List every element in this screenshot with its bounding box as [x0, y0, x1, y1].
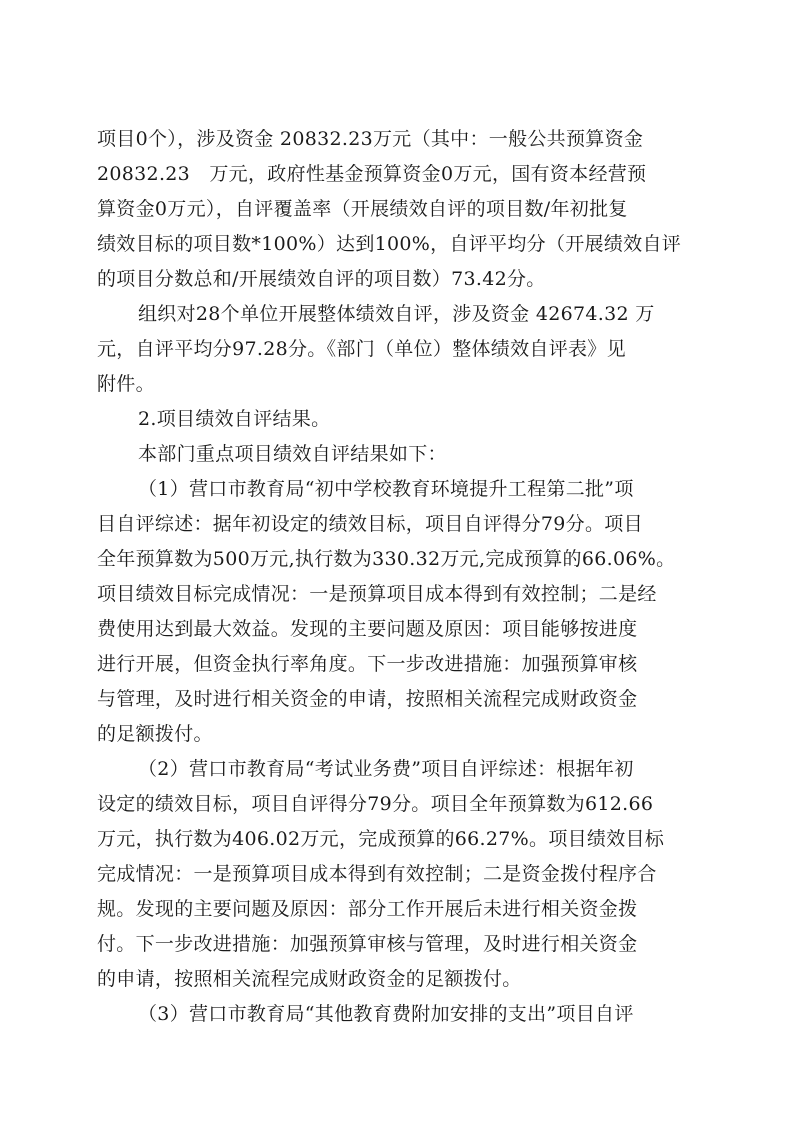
text-line: （3）营口市教育局“其他教育费附加安排的支出”项目自评 [138, 1003, 634, 1025]
text-line: 本部门重点项目绩效自评结果如下： [138, 443, 447, 465]
text-line: 完成情况：一是预算项目成本得到有效控制；二是资金拨付程序合 [97, 863, 657, 885]
text-line: 的项目分数总和/开展绩效自评的项目数）73.42分。 [97, 268, 546, 290]
text-line: 项目0个），涉及资金 20832.23万元（其中：一般公共预算资金 [97, 128, 644, 150]
text-line: 元，自评平均分97.28分。《部门（单位）整体绩效自评表》见 [97, 338, 626, 360]
text-line: 进行开展，但资金执行率角度。下一步改进措施：加强预算审核 [97, 653, 638, 675]
text-line: 项目绩效目标完成情况：一是预算项目成本得到有效控制；二是经 [97, 583, 657, 605]
text-line: 全年预算数为500万元,执行数为330.32万元,完成预算的66.06%。 [97, 548, 676, 570]
text-line: 规。发现的主要问题及原因：部分工作开展后未进行相关资金拨 [97, 898, 638, 920]
text-line: 的申请，按照相关流程完成财政资金的足额拨付。 [97, 968, 522, 990]
text-line: 与管理，及时进行相关资金的申请，按照相关流程完成财政资金 [97, 688, 638, 710]
text-line: （1）营口市教育局“初中学校教育环境提升工程第二批”项 [138, 478, 634, 500]
text-line: 绩效目标的项目数*100%）达到100%，自评平均分（开展绩效自评 [97, 233, 682, 255]
text-line: 的足额拨付。 [97, 723, 213, 745]
text-line: 组织对28个单位开展整体绩效自评，涉及资金 42674.32 万 [138, 303, 655, 325]
text-line: 万元，执行数为406.02万元，完成预算的66.27%。项目绩效目标 [97, 828, 665, 850]
text-line: （2）营口市教育局“考试业务费”项目自评综述：根据年初 [138, 758, 634, 780]
text-line: 附件。 [97, 373, 155, 395]
text-line: 设定的绩效目标，项目自评得分79分。项目全年预算数为612.66 [97, 793, 654, 815]
text-line: 付。下一步改进措施：加强预算审核与管理，及时进行相关资金 [97, 933, 638, 955]
text-line: 目自评综述：据年初设定的绩效目标，项目自评得分79分。项目 [97, 513, 643, 535]
section-heading: 2.项目绩效自评结果。 [138, 408, 331, 430]
text-line: 算资金0万元），自评覆盖率（开展绩效自评的项目数/年初批复 [97, 198, 628, 220]
text-line: 20832.23 万元，政府性基金预算资金0万元，国有资本经营预 [97, 163, 647, 185]
text-line: 费使用达到最大效益。发现的主要问题及原因：项目能够按进度 [97, 618, 638, 640]
